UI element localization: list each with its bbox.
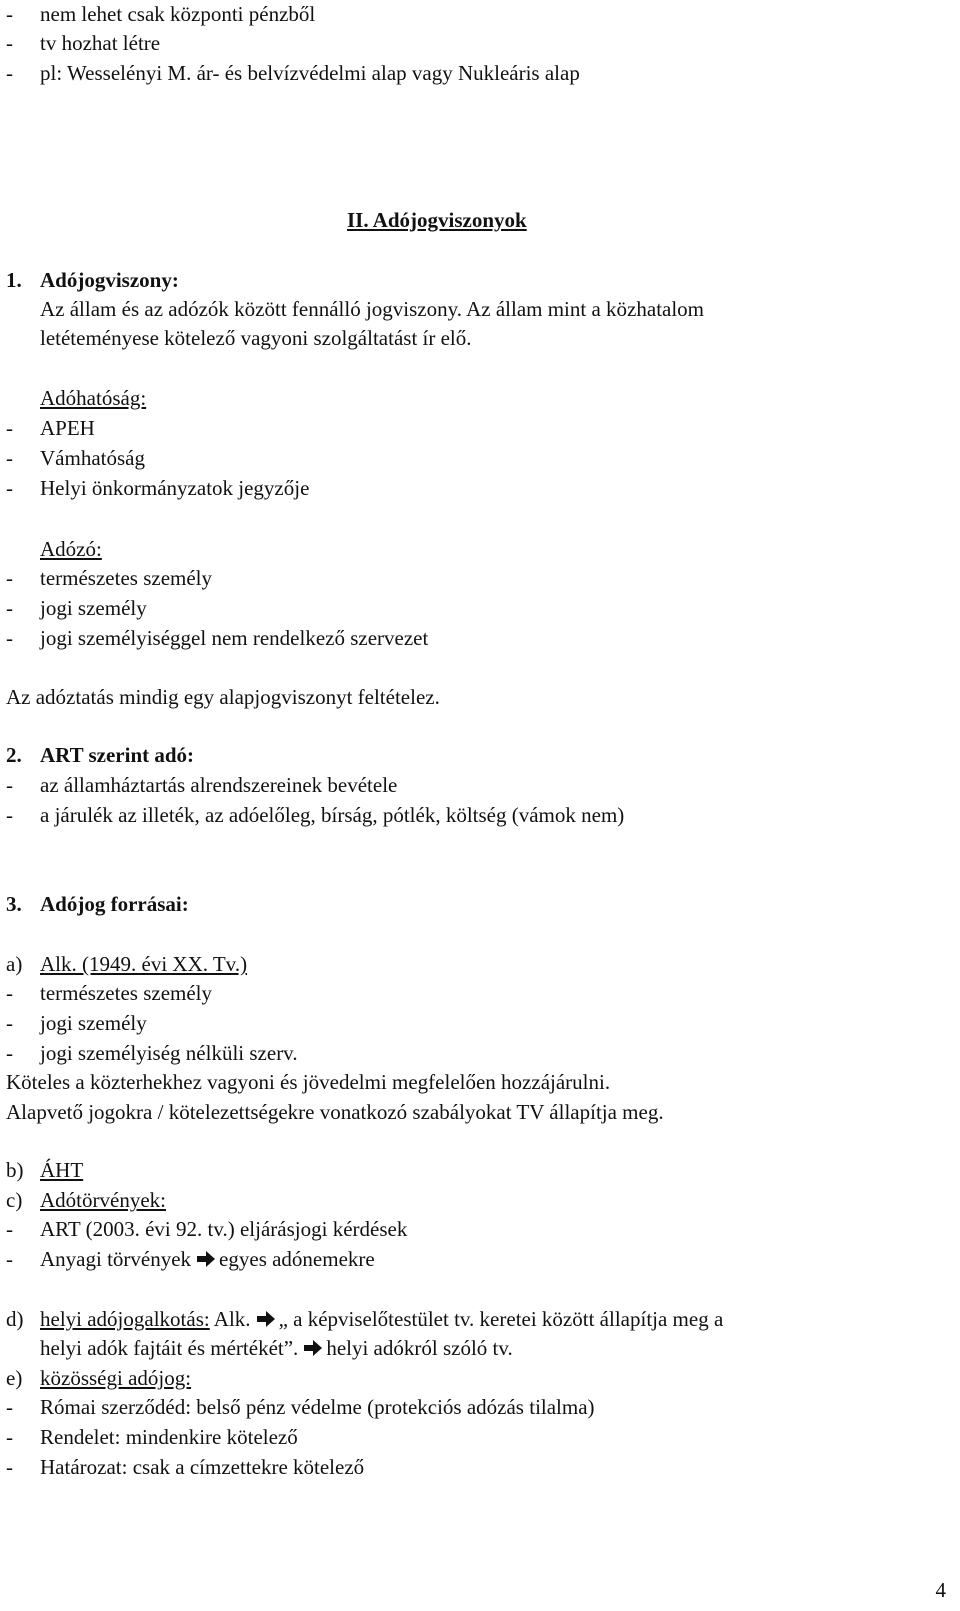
right-arrow-icon (196, 1250, 216, 1268)
adozo-label: Adózó: (40, 537, 102, 561)
paragraph-line: Az adóztatás mindig egy alapjogviszonyt feltételez. (6, 685, 440, 709)
right-arrow-icon (256, 1310, 276, 1328)
paragraph-line: helyi adók fajtáit és mértékét”. helyi adókról szóló tv. (40, 1336, 513, 1360)
page-number: 4 (935, 1578, 946, 1602)
paragraph-line: Alapvető jogokra / kötelezettségekre vonatkozó szabályokat TV állapítja meg. (6, 1100, 664, 1124)
paragraph-line: letéteményese kötelező vagyoni szolgáltatást ír elő. (40, 326, 472, 350)
adohatosag-label: Adóhatóság: (40, 386, 147, 410)
paragraph-line: Az állam és az adózók között fennálló jogviszony. Az állam mint a közhatalom (40, 297, 705, 321)
right-arrow-icon (303, 1339, 323, 1357)
section-title: II. Adójogviszonyok (347, 208, 527, 232)
document-page: - nem lehet csak központi pénzből - tv hozhat létre - pl: Wesselényi M. ár- és belvízvédelmi alap vagy Nukleáris alap II. Adójogviszonyok 1. Adójogviszony: Az állam és az adózók között fennálló jogviszony. Az állam mint a közhatalom letéteményese kötelező vagyoni szolgáltatást ír elő. Adóhatóság: - APEH - Vámhatóság - Helyi önkormányzatok jegyzője Adózó: - természetes személy - jogi személy - jogi személyiséggel nem rendelkező szervezet Az adóztatás mindig egy alapjogviszonyt feltételez. 2. ART szerint adó: - az államháztartás alrendszereinek bevétele - a járulék az illeték, az adóelőleg, bírság, pótlék, költség (vámok nem) 3. Adójog forrásai: a) Alk. (1949. évi XX. Tv.) - természetes személy - jogi személy - jogi személyiség nélküli szerv. Köteles a közterhekhez vagyoni és jövedelmi megfelelően hozzájárulni. Alapvető jogokra / kötelezettségekre vonatkozó szabályokat TV állapítja meg. b) ÁHT c) Adótörvények: - ART (2003. évi 92. tv.) eljárásjogi kérdések - Anyagi törvények egyes adónemekre d) helyi adójogalkotás: Alk. „ a képviselőtestület tv. keretei között állapítja meg a helyi adók fajtáit és mértékét”. helyi adókról szóló tv. e) közösségi adójog: - Római szerződéd: belső pénz védelme (protekciós adózás tilalma) - Rendelet: mindenkire kötelező - Határozat: csak a címzettekre kötelező 4 (6, 2, 946, 1602)
paragraph-line: Köteles a közterhekhez vagyoni és jövedelmi megfelelően hozzájárulni. (6, 1070, 611, 1094)
